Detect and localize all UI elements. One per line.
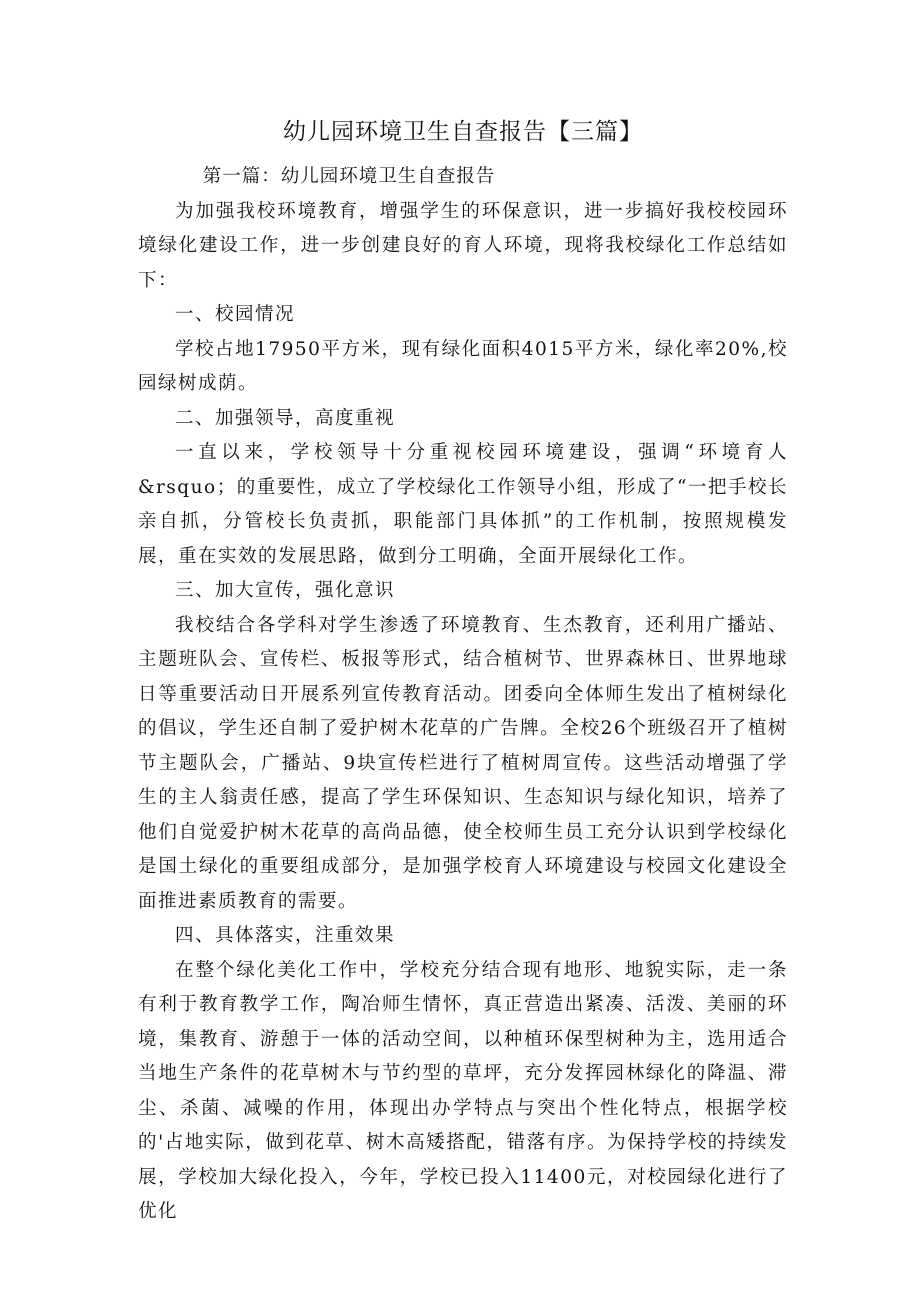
campus-situation-paragraph: 学校占地17950平方米，现有绿化面积4015平方米，绿化率20%,校园绿树成荫。: [138, 338, 788, 394]
intro-paragraph: 为加强我校环境教育，增强学生的环保意识，进一步搞好我校校园环境绿化建设工作，进一步创建良好的育人环境，现将我校绿化工作总结如下：: [138, 200, 788, 291]
implementation-paragraph: 在整个绿化美化工作中，学校充分结合现有地形、地貌实际，走一条有利于教育教学工作，陶冶师生情怀，真正营造出紧凑、活泼、美丽的环境，集教育、游憩于一体的活动空间，以种植环保型树种为主，选用适合当地生产条件的花草树木与节约型的草坪，充分发挥园林绿化的降温、滞尘、杀菌、减噪的作用，体现出办学特点与突出个性化特点，根据学校的'占地实际，做到花草、树木高矮搭配，错落有序。为保持学校的持续发展，学校加大绿化投入，今年，学校已投入11400元，对校园绿化进行了优化: [138, 959, 788, 1222]
leadership-paragraph: 一直以来，学校领导十分重视校园环境建设，强调“环境育人&rsquo；的重要性，成立了学校绿化工作领导小组，形成了“一把手校长亲自抓，分管校长负责抓，职能部门具体抓”的工作机制，按照规模发展，重在实效的发展思路，做到分工明确，全面开展绿化工作。: [138, 442, 788, 567]
document-title: 幼儿园环境卫生自查报告【三篇】: [283, 119, 643, 145]
heading-implementation: 四、具体落实，注重效果: [175, 925, 396, 946]
heading-publicity: 三、加大宣传，强化意识: [175, 580, 396, 601]
heading-campus-situation: 一、校园情况: [175, 304, 296, 325]
section-subtitle: 第一篇：幼儿园环境卫生自查报告: [202, 166, 496, 187]
heading-leadership: 二、加强领导，高度重视: [175, 407, 396, 429]
publicity-paragraph: 我校结合各学科对学生渗透了环境教育、生杰教育，还利用广播站、主题班队会、宣传栏、板报等形式，结合植树节、世界森林日、世界地球日等重要活动日开展系列宣传教育活动。团委向全体师生发出了植树绿化的倡议，学生还自制了爱护树木花草的广告牌。全校26个班级召开了植树节主题队会，广播站、9块宣传栏进行了植树周宣传。这些活动增强了学生的主人翁责任感，提高了学生环保知识、生态知识与绿化知识，培养了他们自觉爱护树木花草的高尚品德，使全校师生员工充分认识到学校绿化是国土绿化的重要组成部分，是加强学校育人环境建设与校园文化建设全面推进素质教育的需要。: [138, 614, 788, 912]
